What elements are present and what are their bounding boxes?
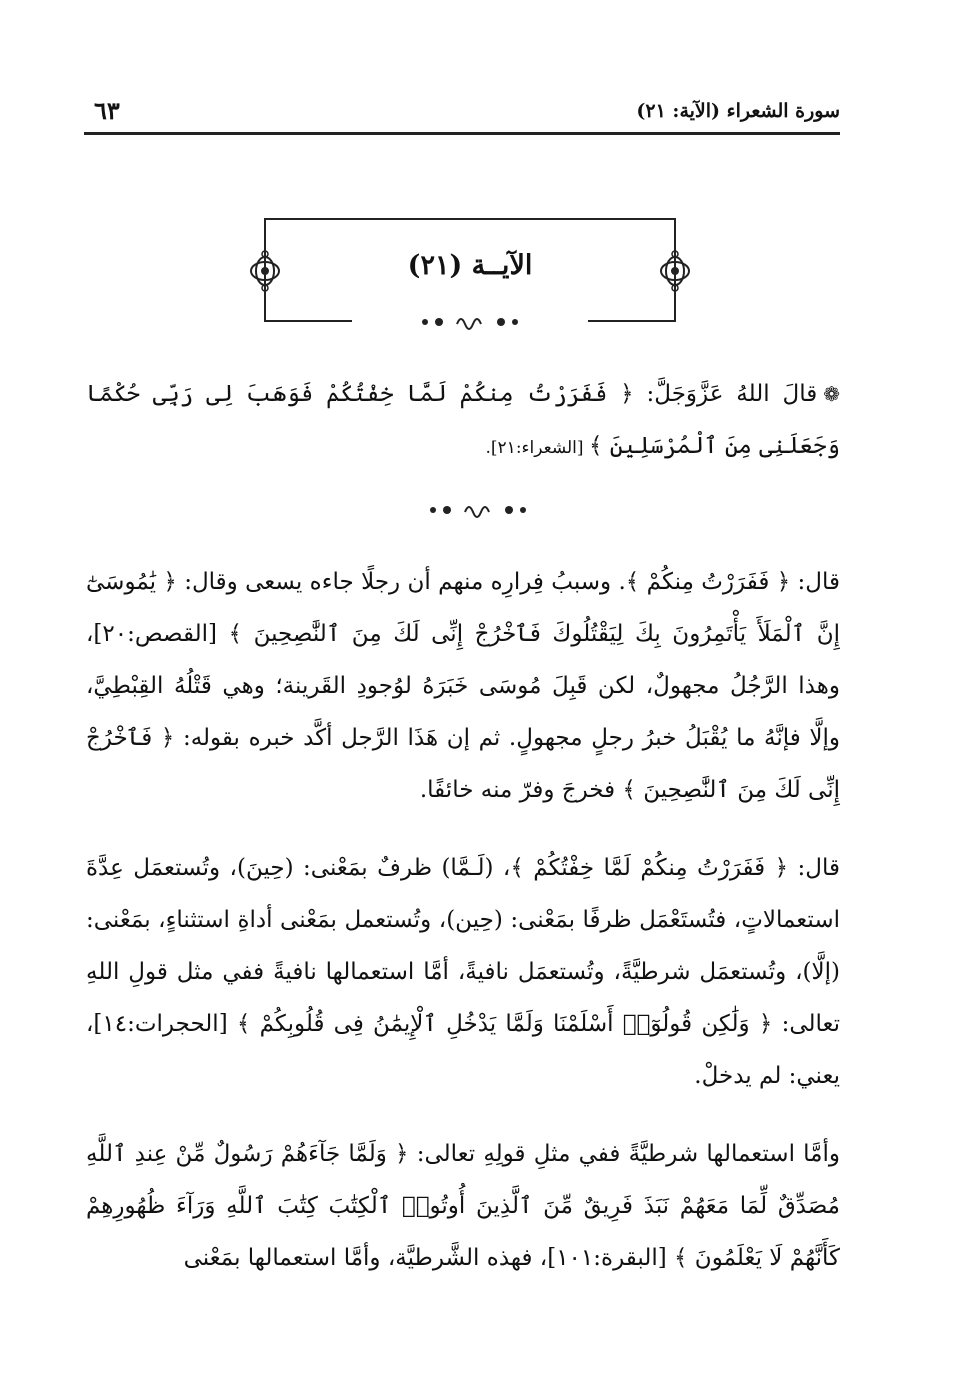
quote-intro: قالَ اللهُ عَزَّوَجَلَّ:	[633, 381, 818, 407]
paragraph-1: قال: ﴿ فَفَرَرْتُ مِنكُمْ ﴾. وسببُ فِرارِه منهم أن رجلًا جاءه يسعى وقال: ﴿ يَٰمُوسَىٰٓ إِنَّ ٱلْمَلَأَ يَأْتَمِرُونَ بِكَ لِيَقْتُلُوكَ فَٱخْرُجْ إِنِّى لَكَ مِنَ ٱلنَّٰصِحِينَ ﴾ [القصص:٢٠]، وهذا الرَّجُلُ مجهولٌ، لكن قَبِلَ مُوسَى خَبَرَهُ لوُجودِ القَرينة؛ وهي قَتْلُهُ القِبْطِيَّ، وإلَّا فإنَّهُ ما يُقْبَلُ خبرُ رجلٍ مجهولٍ. ثم إن هَذَا الرَّجل أكَّد خبره بقوله: ﴿ فَٱخْرُجْ إِنِّى لَكَ مِنَ ٱلنَّٰصِحِينَ ﴾ فخرجَ وفرّ منه خائفًا.	[86, 569, 840, 803]
page-number: ٦٣	[94, 96, 120, 125]
verse-heading-frame	[264, 218, 676, 322]
flower-bullet-icon: ❁	[823, 382, 840, 406]
quote-reference: [الشعراء:٢١].	[485, 438, 589, 458]
dot-swirl-divider-icon	[415, 312, 525, 332]
running-title: سورة الشعراء (الآية: ٢١)	[636, 100, 840, 122]
paragraph-2: قال: ﴿ فَفَرَرْتُ مِنكُمْ لَمَّا خِفْتُكُمْ ﴾، (لَـمَّا) ظرفٌ بمَعْنى: (حِينَ)، وتُستعمَل عِدَّةَ استعمالاتٍ، فتُستَعْمَل ظرفًا بمَعْنى: (حِين)، وتُستعمل بمَعْنى أداةِ استثناءٍ، بمَعْنى: (إلَّا)، وتُستعمَل شرطيَّةً، وتُستعمَل نافيةً، أمَّا استعمالها نافيةً ففي مثل قولِ اللهِ تعالى: ﴿ وَلَٰكِن قُولُوٓا۟ أَسْلَمْنَا وَلَمَّا يَدْخُلِ ٱلْإِيمَٰنُ فِى قُلُوبِكُمْ ﴾ [الحجرات:١٤]، يعني: لم يدخلْ.	[86, 855, 840, 1089]
quote-ayah: ﴿ فَفَرَرْتُ مِنكُمْ لَمَّا خِفْتُكُمْ فَوَهَبَ لِى رَبِّى حُكْمًا وَجَعَلَنِى مِنَ ٱلْمُرْسَلِينَ ﴾	[86, 381, 840, 459]
verse-title: الآيــة (٢١)	[407, 250, 533, 281]
dot-swirl-divider-icon	[423, 500, 533, 520]
opening-quote	[86, 368, 840, 474]
paragraph-3: وأمَّا استعمالها شرطيَّةً ففي مثلِ قولِهِ تعالى: ﴿ وَلَمَّا جَآءَهُمْ رَسُولٌ مِّنْ عِندِ ٱللَّهِ مُصَدِّقٌ لِّمَا مَعَهُمْ نَبَذَ فَرِيقٌ مِّنَ ٱلَّذِينَ أُوتُوا۟ ٱلْكِتَٰبَ كِتَٰبَ ٱللَّهِ وَرَآءَ ظُهُورِهِمْ كَأَنَّهُمْ لَا يَعْلَمُونَ ﴾ [البقرة:١٠١]، فهذه الشَّرطيَّة، وأمَّا استعمالها بمَعْنى	[86, 1141, 840, 1271]
page-header	[84, 96, 840, 135]
